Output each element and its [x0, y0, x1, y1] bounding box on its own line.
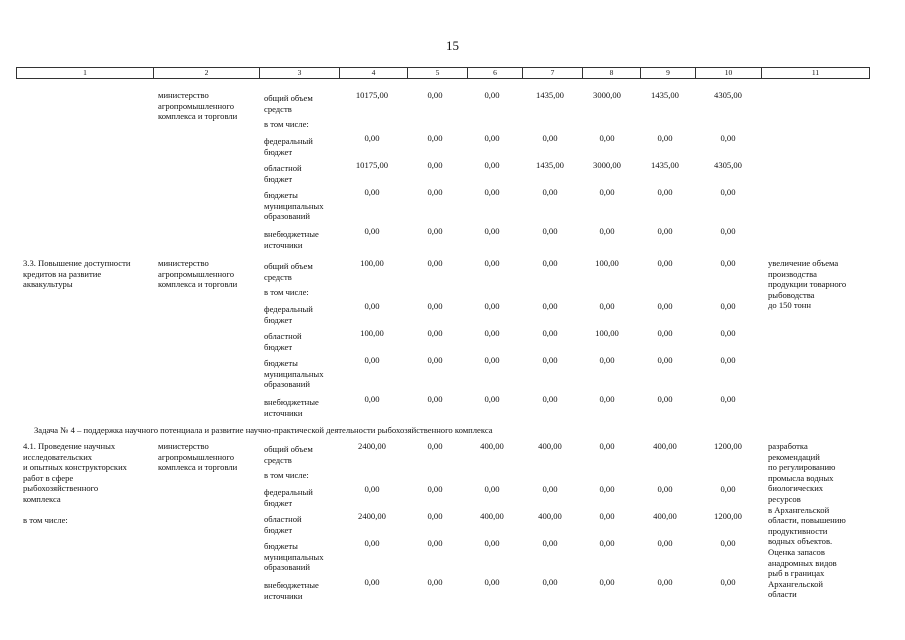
- result-text: продукции товарного: [768, 279, 847, 290]
- result-text: рекомендаций: [768, 451, 820, 462]
- source-label: бюджет: [264, 314, 293, 325]
- source-label: бюджеты: [264, 541, 298, 551]
- value-cell: 2400,00: [358, 511, 386, 521]
- value-cell: 4305,00: [714, 160, 742, 170]
- value-cell: 0,00: [720, 538, 736, 548]
- value-cell: 0,00: [427, 355, 443, 365]
- measure-text: 4.1. Проведение научных: [23, 441, 116, 451]
- value-cell: 0,00: [427, 258, 443, 268]
- header-col-5: 5: [407, 68, 467, 78]
- value-cell: 0,00: [657, 538, 673, 548]
- result-text: анадромных видов: [768, 557, 837, 568]
- value-cell: 0,00: [657, 258, 673, 268]
- value-cell: 0,00: [427, 577, 443, 587]
- value-cell: 0,00: [484, 160, 500, 170]
- value-cell: 3000,00: [593, 160, 621, 170]
- value-cell: 0,00: [542, 133, 558, 143]
- source-label: образований: [264, 562, 310, 573]
- measure-text: в том числе:: [23, 515, 68, 526]
- value-cell: 0,00: [484, 133, 500, 143]
- source-label: областной: [264, 514, 302, 524]
- value-cell: 2400,00: [358, 441, 386, 451]
- value-cell: 100,00: [595, 258, 619, 268]
- page-number: 15: [446, 38, 459, 53]
- value-cell: 0,00: [720, 258, 736, 268]
- source-label: образований: [264, 379, 310, 390]
- value-cell: 0,00: [542, 394, 558, 404]
- source-label: бюджет: [264, 146, 293, 157]
- value-cell: 3000,00: [593, 90, 621, 100]
- result-text: рыбоводства: [768, 289, 815, 300]
- value-cell: 0,00: [599, 484, 615, 494]
- value-cell: 0,00: [484, 328, 500, 338]
- value-cell: 0,00: [484, 226, 500, 236]
- result-text: в Архангельской: [768, 504, 830, 515]
- result-text: биологических: [768, 483, 824, 494]
- value-cell: 0,00: [427, 484, 443, 494]
- value-cell: 0,00: [542, 484, 558, 494]
- value-cell: 1435,00: [536, 160, 564, 170]
- source-label: федеральный: [264, 304, 313, 314]
- value-cell: 0,00: [542, 301, 558, 311]
- header-col-9: 9: [640, 68, 695, 78]
- executor-text: министерство: [158, 90, 209, 100]
- value-cell: 1435,00: [651, 160, 679, 170]
- value-cell: 0,00: [657, 328, 673, 338]
- result-text: по регулированию: [768, 462, 836, 473]
- executor-text: комплекса и торговли: [158, 111, 238, 122]
- value-cell: 10175,00: [355, 160, 389, 170]
- value-cell: 0,00: [542, 538, 558, 548]
- value-cell: 0,00: [599, 226, 615, 236]
- value-cell: 0,00: [364, 355, 380, 365]
- header-col-1: 1: [83, 68, 87, 77]
- source-label: федеральный: [264, 136, 313, 146]
- value-cell: 0,00: [427, 133, 443, 143]
- value-cell: 4305,00: [714, 90, 742, 100]
- result-text: производства: [768, 268, 817, 279]
- value-cell: 1435,00: [536, 90, 564, 100]
- measure-text: работ в сфере: [23, 472, 74, 483]
- value-cell: 1200,00: [714, 441, 742, 451]
- value-cell: 0,00: [599, 441, 615, 451]
- executor-text: министерство: [158, 258, 209, 268]
- value-cell: 0,00: [599, 133, 615, 143]
- value-cell: 0,00: [484, 187, 500, 197]
- value-cell: 0,00: [542, 187, 558, 197]
- source-label: бюджет: [264, 524, 293, 535]
- value-cell: 10175,00: [355, 90, 389, 100]
- value-cell: 0,00: [484, 577, 500, 587]
- value-cell: 0,00: [484, 90, 500, 100]
- value-cell: 100,00: [360, 258, 384, 268]
- value-cell: 0,00: [364, 133, 380, 143]
- header-col-11: 11: [761, 68, 869, 78]
- executor-text: агропромышленного: [158, 451, 234, 462]
- value-cell: 0,00: [720, 328, 736, 338]
- header-col-10: 10: [695, 68, 761, 78]
- value-cell: 0,00: [657, 577, 673, 587]
- value-cell: 0,00: [599, 538, 615, 548]
- value-cell: 0,00: [364, 538, 380, 548]
- source-label: общий объем: [264, 261, 313, 271]
- source-label: федеральный: [264, 487, 313, 497]
- result-text: Архангельской: [768, 578, 823, 589]
- value-cell: 0,00: [599, 577, 615, 587]
- result-text: водных объектов.: [768, 536, 833, 547]
- source-label: средств: [264, 103, 292, 114]
- header-col-3: 3: [259, 68, 339, 78]
- value-cell: 0,00: [599, 511, 615, 521]
- value-cell: 400,00: [538, 511, 562, 521]
- value-cell: 0,00: [484, 301, 500, 311]
- value-cell: 100,00: [595, 328, 619, 338]
- value-cell: 0,00: [599, 394, 615, 404]
- source-label: источники: [264, 239, 303, 250]
- result-text: области: [768, 589, 797, 600]
- executor-text: комплекса и торговли: [158, 462, 238, 473]
- source-label: источники: [264, 407, 303, 418]
- value-cell: 0,00: [720, 484, 736, 494]
- source-label: бюджеты: [264, 358, 298, 368]
- executor-text: агропромышленного: [158, 268, 234, 279]
- value-cell: 400,00: [480, 441, 504, 451]
- value-cell: 1435,00: [651, 90, 679, 100]
- source-label: внебюджетные: [264, 397, 319, 407]
- table-header: [16, 67, 870, 79]
- value-cell: 0,00: [364, 577, 380, 587]
- value-cell: 0,00: [427, 160, 443, 170]
- header-col-6: 6: [467, 68, 522, 78]
- value-cell: 0,00: [657, 355, 673, 365]
- value-cell: 0,00: [427, 226, 443, 236]
- value-cell: 0,00: [542, 226, 558, 236]
- source-label: бюджет: [264, 173, 293, 184]
- value-cell: 0,00: [484, 258, 500, 268]
- result-text: области, повышению: [768, 515, 846, 526]
- result-text: Оценка запасов: [768, 547, 825, 557]
- header-col-4: 4: [339, 68, 407, 78]
- source-label: муниципальных: [264, 200, 324, 211]
- value-cell: 0,00: [657, 133, 673, 143]
- measure-text: рыбохозяйственного: [23, 483, 99, 494]
- source-label: образований: [264, 211, 310, 222]
- value-cell: 0,00: [427, 90, 443, 100]
- value-cell: 0,00: [657, 484, 673, 494]
- value-cell: 0,00: [720, 577, 736, 587]
- measure-text: кредитов на развитие: [23, 268, 102, 279]
- source-label: областной: [264, 163, 302, 173]
- value-cell: 0,00: [484, 538, 500, 548]
- header-col-7: 7: [522, 68, 582, 78]
- value-cell: 0,00: [599, 301, 615, 311]
- value-cell: 0,00: [364, 394, 380, 404]
- result-text: продуктивности: [768, 525, 828, 536]
- value-cell: 0,00: [720, 133, 736, 143]
- source-label: муниципальных: [264, 368, 324, 379]
- executor-text: комплекса и торговли: [158, 279, 238, 290]
- source-label: областной: [264, 331, 302, 341]
- value-cell: 0,00: [720, 394, 736, 404]
- value-cell: 0,00: [657, 301, 673, 311]
- value-cell: 0,00: [657, 394, 673, 404]
- source-label: в том числе:: [264, 470, 309, 480]
- result-text: рыб в границах: [768, 568, 825, 579]
- value-cell: 0,00: [427, 301, 443, 311]
- value-cell: 0,00: [720, 355, 736, 365]
- value-cell: 0,00: [427, 441, 443, 451]
- source-label: общий объем: [264, 444, 313, 454]
- measure-text: и опытных конструкторских: [23, 462, 127, 473]
- value-cell: 0,00: [484, 394, 500, 404]
- measure-text: комплекса: [23, 494, 61, 504]
- value-cell: 0,00: [720, 226, 736, 236]
- value-cell: 0,00: [484, 484, 500, 494]
- source-label: общий объем: [264, 93, 313, 103]
- value-cell: 0,00: [542, 328, 558, 338]
- value-cell: 0,00: [364, 226, 380, 236]
- source-label: муниципальных: [264, 551, 324, 562]
- value-cell: 0,00: [484, 355, 500, 365]
- result-text: ресурсов: [768, 494, 801, 504]
- header-col-8: 8: [582, 68, 640, 78]
- value-cell: 0,00: [542, 258, 558, 268]
- value-cell: 400,00: [538, 441, 562, 451]
- source-label: бюджеты: [264, 190, 298, 200]
- value-cell: 0,00: [427, 328, 443, 338]
- executor-text: агропромышленного: [158, 100, 234, 111]
- source-label: в том числе:: [264, 287, 309, 297]
- value-cell: 0,00: [657, 226, 673, 236]
- value-cell: 0,00: [720, 301, 736, 311]
- value-cell: 0,00: [599, 355, 615, 365]
- value-cell: 1200,00: [714, 511, 742, 521]
- value-cell: 0,00: [599, 187, 615, 197]
- value-cell: 400,00: [653, 441, 677, 451]
- source-label: источники: [264, 590, 303, 601]
- source-label: средств: [264, 271, 292, 282]
- header-col-2: 2: [153, 68, 259, 78]
- value-cell: 0,00: [364, 301, 380, 311]
- source-label: внебюджетные: [264, 580, 319, 590]
- value-cell: 0,00: [427, 511, 443, 521]
- executor-text: министерство: [158, 441, 209, 451]
- value-cell: 0,00: [427, 187, 443, 197]
- result-text: увеличение объема: [768, 258, 839, 268]
- value-cell: 0,00: [542, 355, 558, 365]
- value-cell: 400,00: [480, 511, 504, 521]
- value-cell: 0,00: [427, 538, 443, 548]
- source-label: бюджет: [264, 341, 293, 352]
- measure-text: аквакультуры: [23, 279, 73, 290]
- value-cell: 400,00: [653, 511, 677, 521]
- source-label: внебюджетные: [264, 229, 319, 239]
- value-cell: 0,00: [364, 484, 380, 494]
- result-text: промысла водных: [768, 472, 834, 483]
- value-cell: 0,00: [427, 394, 443, 404]
- source-label: в том числе:: [264, 119, 309, 129]
- value-cell: 0,00: [364, 187, 380, 197]
- measure-text: 3.3. Повышение доступности: [23, 258, 131, 268]
- source-label: бюджет: [264, 497, 293, 508]
- result-text: разработка: [768, 441, 808, 451]
- measure-text: исследовательских: [23, 451, 93, 462]
- value-cell: 100,00: [360, 328, 384, 338]
- value-cell: 0,00: [657, 187, 673, 197]
- task-heading: Задача № 4 – поддержка научного потенциала и развитие научно-практической деятельности рыбохозяйственного комплекса: [34, 425, 493, 435]
- source-label: средств: [264, 454, 292, 465]
- value-cell: 0,00: [720, 187, 736, 197]
- result-text: до 150 тонн: [768, 300, 811, 311]
- value-cell: 0,00: [542, 577, 558, 587]
